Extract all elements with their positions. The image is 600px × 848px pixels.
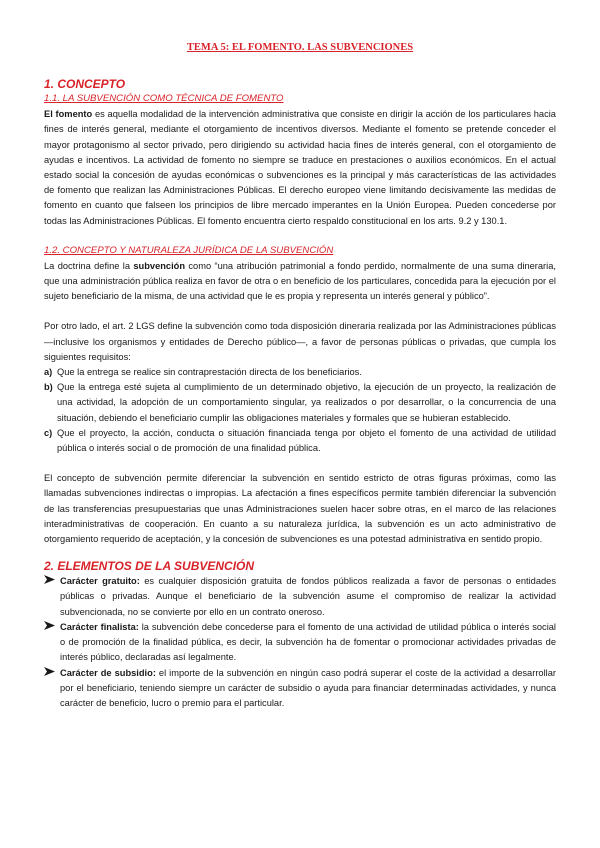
element-text: la subvención debe concederse para el fomento de una actividad de utilidad pública o interés social o de promoción de la finalidad pública, es decir, la subvención ha de fomentar o promocionar actividades privadas de interés público, declaradas así legalmente. — [60, 621, 556, 663]
doctrine-pre: La doctrina define la — [44, 260, 134, 271]
document-page — [44, 40, 556, 711]
element-text: es cualquier disposición gratuita de fondos públicos realizada a favor de personas o entidades públicas o privadas. Aunque el beneficiario de la subvención asume el compromiso de realizar la actividad subvencionada, no se convierte por ello en un contrato oneroso. — [60, 576, 556, 617]
fomento-text: es aquella modalidad de la intervención administrativa que consiste en dirigir la acción de los particulares hacia fines de interés general, mediante el otorgamiento de incentivos diversos. Mediante el fomento se pretende conceder el mayor protagonismo al sector privado, pero dirigiendo su actividad hacia fines de interés general, con el otorgamiento de ayudas e incentivos. La actividad de fomento no siempre se traduce en prestaciones o auxilios económicos. En el actual estado social la concesión de ayudas económicas o subvenciones es la principal y más características de las actividades de fomento que realizan las Administraciones Públicas. El derecho europeo viene limitando decisivamente las medidas de fomento en cuanto que falseen los principios de libre mercado imperantes en la Unión Europea. Pueden concederse por todas las Administraciones Públicas. El fomento encuentra cierto respaldo constitucional en los arts. 9.2 y 130.1. — [44, 109, 556, 226]
list-item-text — [60, 620, 556, 666]
fomento-paragraph — [44, 107, 556, 229]
subsection-1-2-heading: 1.2. CONCEPTO Y NATURALEZA JURÍDICA DE LA SUBVENCIÓN — [44, 244, 334, 256]
arrow-bullet-icon — [44, 666, 60, 712]
list-item — [44, 426, 556, 456]
list-item — [44, 365, 556, 380]
list-marker: a) — [44, 367, 53, 378]
list-item-text: Que la entrega esté sujeta al cumplimiento de un determinado objetivo, la ejecución de un proyecto, la realización de una actividad, la adopción de un comportamiento singular, ya realizados o por desarrollar, o la concurrencia de una situación, debiendo el beneficiario cumplir las obligaciones materiales y formales que se hubieran establecido. — [57, 382, 556, 423]
doctrine-paragraph — [44, 259, 556, 305]
arrow-bullet-icon — [44, 574, 60, 620]
document-title: TEMA 5: EL FOMENTO. LAS SUBVENCIONES — [186, 42, 414, 53]
subvencion-term: subvención — [133, 260, 186, 271]
list-item-text — [60, 574, 556, 620]
list-item — [44, 380, 556, 426]
list-marker: b) — [44, 382, 53, 393]
concept-paragraph: El concepto de subvención permite diferenciar la subvención en sentido estricto de otras figuras próximas, como las llamadas subvenciones indirectas o impropias. La afectación a fines específicos permite también diferenciar la subvención de las transferencias presupuestarias que unas Administraciones suelen hacer sobre otras, en el marco de las relaciones interadministrativas de cooperación. En cuanto a su naturaleza jurídica, la subvención es un acto administrativo de otorgamiento requerido de aceptación, y la concesión de subvenciones es una potestad administrativa en sentido propio. — [44, 473, 556, 545]
lgs-paragraph: Por otro lado, el art. 2 LGS define la subvención como toda disposición dineraria realizada por las Administraciones públicas —inclusive los organismos y entidades de Derecho público—, a favor de personas públicas o privadas, que cumpla los siguientes requisitos: — [44, 321, 556, 362]
list-item-text — [60, 666, 556, 712]
list-item — [44, 666, 556, 712]
element-text: el importe de la subvención en ningún caso podrá superar el coste de la actividad a desarrollar por el beneficiario, teniendo siempre un carácter de subsidio o ayuda para financiar determinadas actividades, y nunca carácter de beneficio, lucro o premio para el particular. — [60, 667, 556, 708]
subsection-1-1-heading: 1.1. LA SUBVENCIÓN COMO TÉCNICA DE FOMENTO — [44, 93, 284, 105]
list-item — [44, 574, 556, 620]
element-label: Carácter finalista: — [60, 621, 139, 632]
elements-list — [44, 574, 556, 711]
fomento-term: El fomento — [44, 109, 93, 120]
element-label: Carácter de subsidio: — [60, 667, 156, 678]
requirements-list — [44, 365, 556, 456]
list-item-text: Que la entrega se realice sin contraprestación directa de los beneficiarios. — [57, 367, 362, 378]
list-item — [44, 620, 556, 666]
doctrine-post: como “una atribución patrimonial a fondo perdido, normalmente de una suma dineraria, que una administración pública realiza en favor de otra o en beneficio de los particulares, concedida para la ejecución por el sujeto beneficiario de la misma, de una actividad que le es propia y representa un interés general y público”. — [44, 260, 556, 302]
list-marker: c) — [44, 427, 53, 438]
section-2-heading: 2. ELEMENTOS DE LA SUBVENCIÓN — [44, 559, 255, 574]
element-label: Carácter gratuito: — [60, 576, 140, 587]
section-1-heading: 1. CONCEPTO — [44, 77, 126, 92]
list-item-text: Que el proyecto, la acción, conducta o situación financiada tenga por objeto el fomento de una actividad de utilidad pública o interés social o de promoción de una finalidad pública. — [57, 427, 556, 454]
arrow-bullet-icon — [44, 620, 60, 666]
